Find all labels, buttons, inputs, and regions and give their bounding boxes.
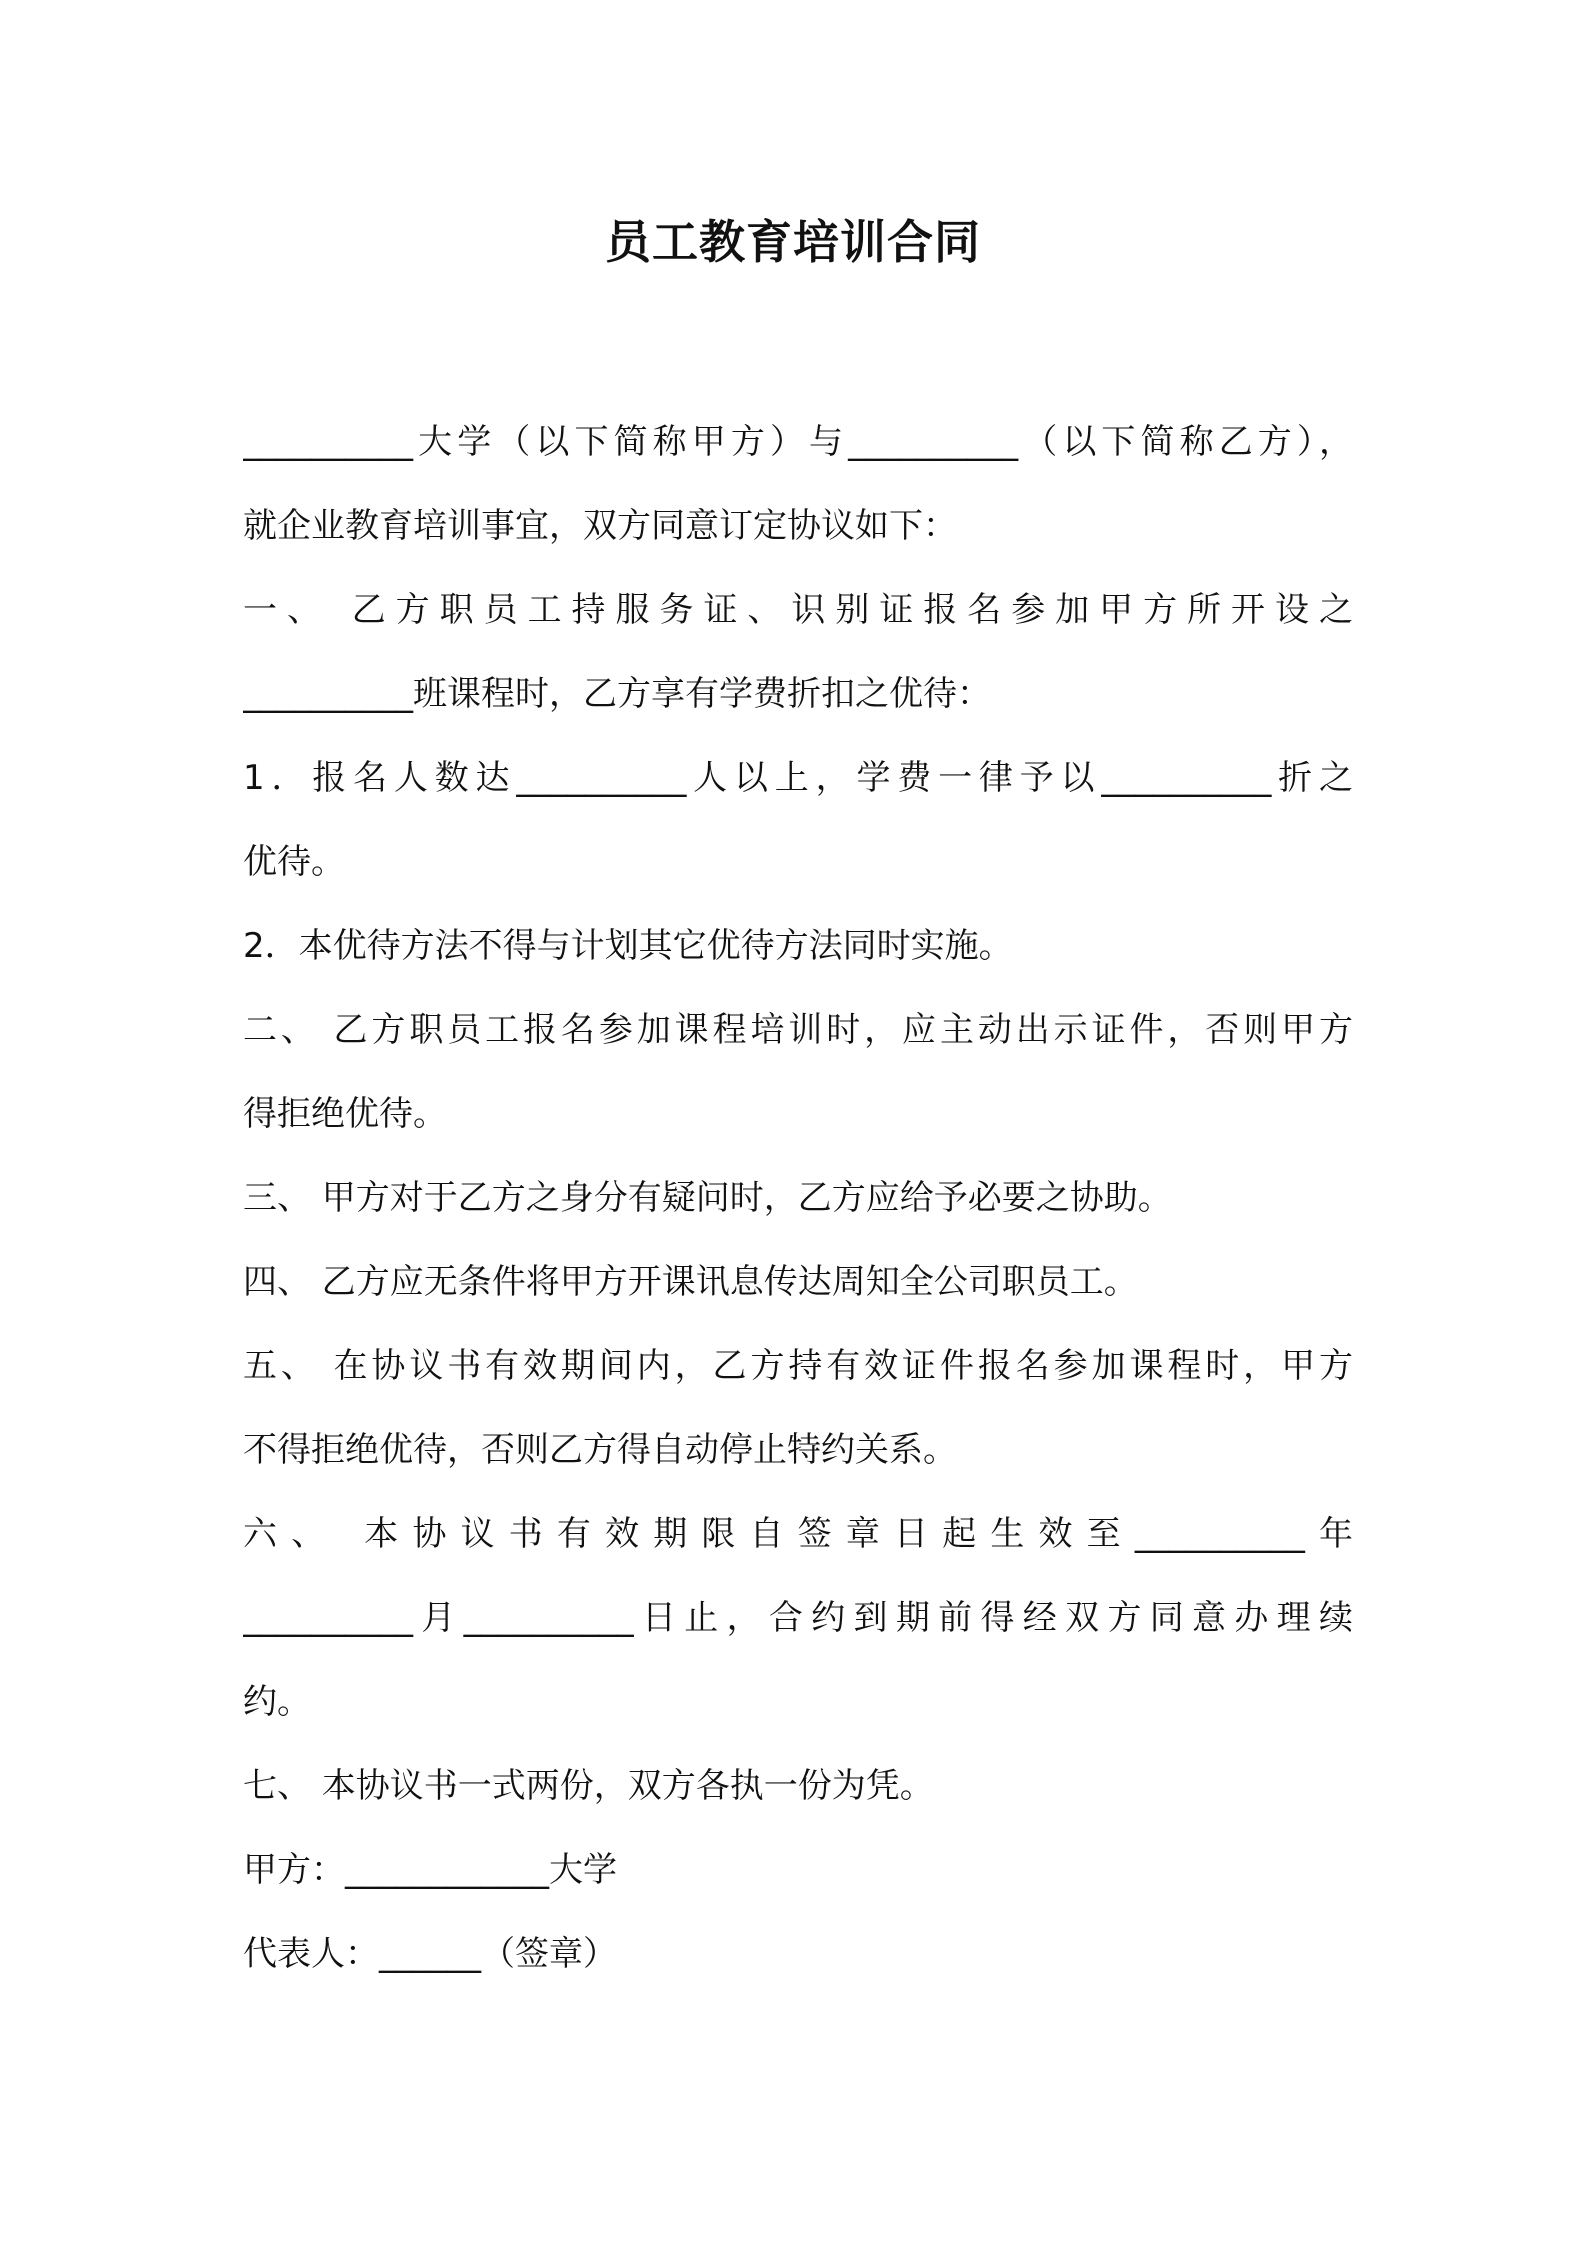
- paragraph-line: 六、 本协议书有效期限自签章日起生效至__________年: [243, 1514, 1353, 1554]
- paragraph-line: __________月__________日止，合约到期前得经双方同意办理续: [243, 1598, 1353, 1638]
- paragraph-line: 不得拒绝优待，否则乙方得自动停止特约关系。: [243, 1430, 957, 1470]
- paragraph-line: 四、 乙方应无条件将甲方开课讯息传达周知全公司职员工。: [243, 1262, 1138, 1302]
- paragraph-line: __________大学（以下简称甲方）与__________（以下简称乙方），: [243, 422, 1353, 462]
- paragraph-line: 三、 甲方对于乙方之身分有疑问时，乙方应给予必要之协助。: [243, 1178, 1172, 1218]
- paragraph-line: __________班课程时，乙方享有学费折扣之优待：: [243, 674, 991, 714]
- signature-representative-line: 代表人：______（签章）: [243, 1934, 617, 1974]
- paragraph-line: 七、 本协议书一式两份，双方各执一份为凭。: [243, 1766, 934, 1806]
- paragraph-line: 二、 乙方职员工报名参加课程培训时，应主动出示证件，否则甲方: [243, 1010, 1353, 1050]
- paragraph-line: 得拒绝优待。: [243, 1094, 447, 1134]
- paragraph-line: 就企业教育培训事宜，双方同意订定协议如下：: [243, 506, 957, 546]
- signature-party-a-line: 甲方：____________大学: [243, 1850, 617, 1890]
- document-body: [243, 400, 1353, 1996]
- document-title: 员工教育培训合同: [605, 215, 981, 269]
- paragraph-line: 五、 在协议书有效期间内，乙方持有效证件报名参加课程时，甲方: [243, 1346, 1353, 1386]
- paragraph-line: 2．本优待方法不得与计划其它优待方法同时实施。: [243, 926, 1013, 966]
- paragraph-line: 1．报名人数达__________人以上，学费一律予以__________折之: [243, 758, 1353, 798]
- paragraph-line: 约。: [243, 1682, 311, 1722]
- paragraph-line: 一、 乙方职员工持服务证、识别证报名参加甲方所开设之: [243, 590, 1353, 630]
- paragraph-line: 优待。: [243, 842, 345, 882]
